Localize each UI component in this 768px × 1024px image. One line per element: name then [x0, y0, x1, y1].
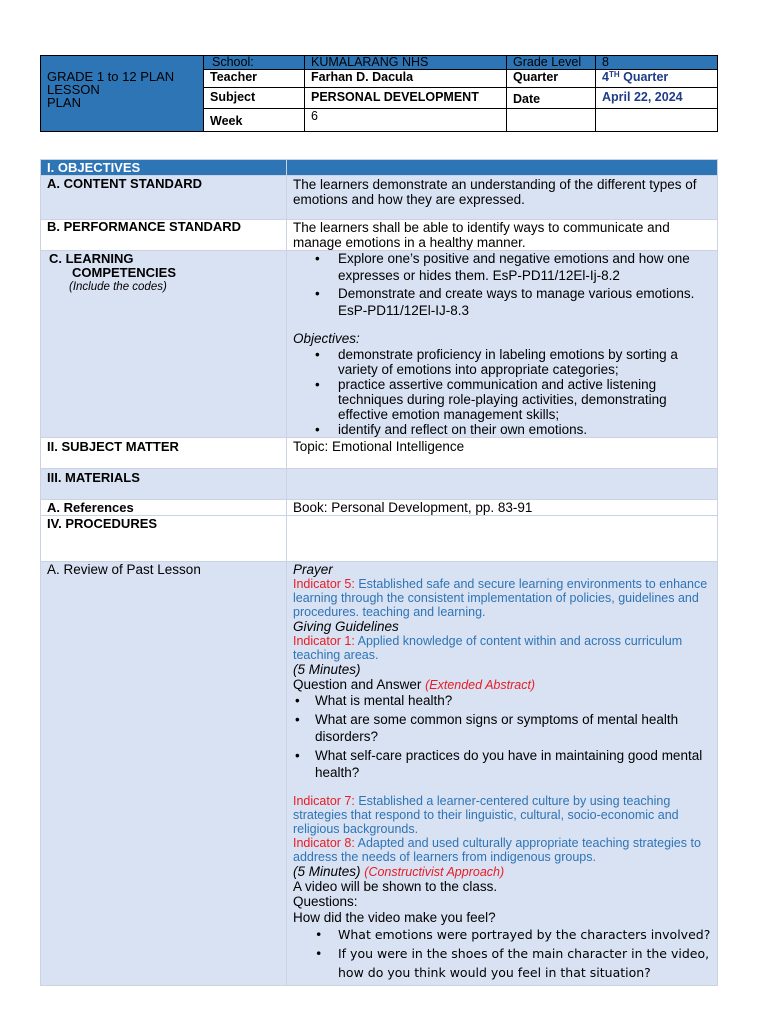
date-value: April 22, 2024	[596, 88, 718, 109]
quarter-suffix: TH	[608, 70, 620, 79]
video-sub-question: • What emotions were portrayed by the characters involved?	[293, 925, 711, 944]
teacher-label: Teacher	[204, 70, 305, 88]
teacher-value: Farhan D. Dacula	[305, 70, 507, 88]
performance-standard-label: B. PERFORMANCE STANDARD	[41, 220, 287, 251]
learning-competencies-content	[287, 251, 718, 438]
subject-label: Subject	[204, 88, 305, 109]
references-text: Book: Personal Development, pp. 83-91	[287, 500, 718, 516]
objectives-label: Objectives:	[293, 331, 360, 346]
empty-cell	[507, 109, 596, 132]
indicator-5-label: Indicator 5:	[293, 577, 355, 591]
video-question: How did the video make you feel?	[293, 909, 496, 925]
objective-item: • demonstrate proficiency in labeling emotions by sorting a variety of emotions into appropriate categories;	[293, 347, 711, 377]
objectives-heading: I. OBJECTIVES	[41, 160, 287, 176]
indicator-8	[293, 836, 711, 864]
constructivist-approach: (Constructivist Approach)	[364, 864, 505, 879]
lesson-plan-body	[40, 159, 718, 986]
date-label: Date	[507, 88, 596, 109]
questions-label: Questions:	[293, 893, 358, 909]
quarter-number: 4	[602, 70, 609, 84]
indicator-7	[293, 794, 711, 836]
constructivist-line	[293, 864, 711, 879]
content-standard-label: A. CONTENT STANDARD	[41, 176, 287, 220]
objectives-heading-blank	[287, 160, 718, 176]
empty-cell	[596, 109, 718, 132]
lesson-plan-header	[40, 55, 718, 132]
indicator-5-text: Established safe and secure learning environments to enhance learning through the consistent implementation of policies, guidelines and procedures. teaching and learning.	[293, 577, 708, 619]
five-minutes-label-2: (5 Minutes)	[293, 863, 365, 879]
review-past-lesson-content	[287, 562, 718, 986]
qa-question-item: • What is mental health?	[293, 692, 711, 710]
video-text: A video will be shown to the class.	[293, 878, 498, 894]
plan-title-line-2: LESSON	[47, 82, 100, 97]
video-sub-question: • If you were in the shoes of the main character in the video, how do you think would you feel in that situation?	[293, 944, 711, 982]
learning-competencies-note: (Include the codes)	[69, 281, 167, 293]
quarter-label: Quarter	[507, 70, 596, 88]
procedures-label: IV. PROCEDURES	[41, 516, 287, 562]
week-label: Week	[204, 109, 305, 132]
indicator-8-label: Indicator 8:	[293, 835, 355, 850]
objective-item: • identify and reflect on their own emotions.	[293, 422, 711, 437]
learning-competencies-label-2: COMPETENCIES	[72, 265, 177, 280]
school-label: School:	[204, 56, 305, 70]
performance-standard-text: The learners shall be able to identify ways to communicate and manage emotions in a healthy manner.	[287, 220, 718, 251]
indicator-7-text: Established a learner-centered culture by using teaching strategies that respond to their linguistic, cultural, socio-economic and religious backgrounds.	[293, 793, 679, 836]
learning-competencies-label-1: C. LEARNING	[49, 251, 134, 266]
competency-item: • Demonstrate and create ways to manage various emotions. EsP-PD11/12El-IJ-8.3	[293, 286, 711, 319]
plan-title-line-1: GRADE 1 to 12 PLAN	[47, 69, 175, 84]
learning-competencies-cell	[41, 251, 287, 438]
qa-question-item: • What self-care practices do you have in maintaining good mental health?	[293, 747, 711, 782]
quarter-word: Quarter	[623, 70, 669, 84]
giving-guidelines-label: Giving Guidelines	[293, 619, 399, 634]
indicator-1	[293, 634, 711, 662]
indicator-1-text: Applied knowledge of content within and across curriculum teaching areas.	[293, 634, 683, 662]
content-standard-text: The learners demonstrate an understanding of the different types of emotions and how they are expressed.	[287, 176, 718, 220]
grade-level-label: Grade Level	[507, 56, 596, 70]
qa-approach: (Extended Abstract)	[425, 678, 536, 692]
school-value: KUMALARANG NHS	[305, 56, 507, 70]
five-minutes-label: (5 Minutes)	[293, 662, 361, 677]
qa-label: Question and Answer	[293, 677, 426, 692]
indicator-1-label: Indicator 1:	[293, 634, 355, 648]
quarter-value	[596, 70, 718, 88]
subject-value: PERSONAL DEVELOPMENT	[305, 88, 507, 109]
materials-label: III. MATERIALS	[41, 469, 287, 500]
competency-item: • Explore one’s positive and negative emotions and how one expresses or hides them. EsP-PD11/12El-Ij-8.2	[293, 251, 711, 284]
question-and-answer	[293, 677, 711, 692]
indicator-5	[293, 577, 711, 619]
plan-title	[41, 56, 204, 132]
grade-level-value: 8	[596, 56, 718, 70]
objective-item: • practice assertive communication and active listening techniques during role-playing activities, demonstrating effective emotion management skills;	[293, 377, 711, 422]
indicator-7-label: Indicator 7:	[293, 793, 355, 808]
procedures-blank	[287, 516, 718, 562]
review-past-lesson-label: A. Review of Past Lesson	[41, 562, 287, 986]
prayer-label: Prayer	[293, 562, 333, 577]
materials-blank	[287, 469, 718, 500]
qa-question-item: • What are some common signs or symptoms of mental health disorders?	[293, 711, 711, 746]
references-label: A. References	[41, 500, 287, 516]
indicator-8-text: Adapted and used culturally appropriate teaching strategies to address the needs of learners from indigenous groups.	[293, 835, 701, 864]
subject-matter-label: II. SUBJECT MATTER	[41, 438, 287, 469]
week-value: 6	[305, 109, 507, 132]
subject-matter-topic: Topic: Emotional Intelligence	[287, 438, 718, 469]
plan-title-line-3: PLAN	[47, 95, 81, 110]
